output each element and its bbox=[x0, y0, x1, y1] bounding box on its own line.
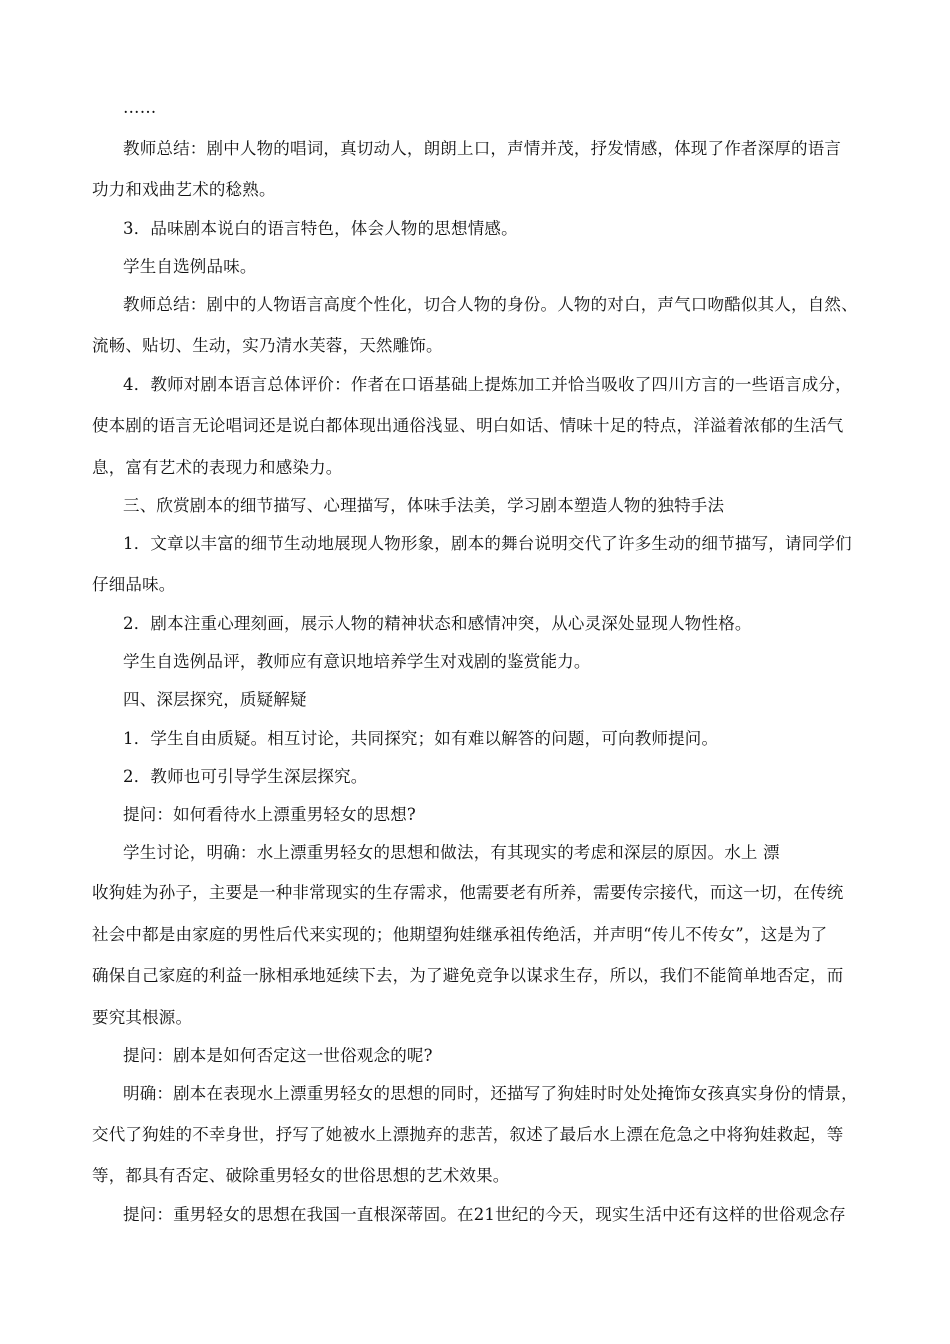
text-line: 2．教师也可引导学生深层探究。 bbox=[123, 767, 368, 786]
text-line: 息，富有艺术的表现力和感染力。 bbox=[92, 458, 343, 477]
section-heading: 三、欣赏剧本的细节描写、心理描写，体味手法美，学习剧本塑造人物的独特手法 bbox=[123, 496, 725, 515]
text-line: 要究其根源。 bbox=[92, 1008, 193, 1027]
text-line: 1．学生自由质疑。相互讨论，共同探究；如有难以解答的问题，可向教师提问。 bbox=[123, 729, 719, 748]
text-line: 学生自选例品味。 bbox=[123, 257, 257, 276]
text-line: …… bbox=[123, 98, 157, 117]
text-line: 功力和戏曲艺术的稔熟。 bbox=[92, 180, 276, 199]
text-line: 确保自己家庭的利益一脉相承地延续下去，为了避免竞争以谋求生存，所以，我们不能简单地否定，而 bbox=[92, 966, 844, 985]
text-line: 提问：如何看待水上漂重男轻女的思想? bbox=[123, 805, 416, 824]
text-line: 社会中都是由家庭的男性后代来实现的；他期望狗娃继承祖传绝活，并声明“传儿不传女”，这是为了 bbox=[92, 925, 828, 944]
text-line: 3．品味剧本说白的语言特色，体会人物的思想情感。 bbox=[123, 219, 518, 238]
text-line: 等，都具有否定、破除重男轻女的世俗思想的艺术效果。 bbox=[92, 1166, 510, 1185]
text-line: 4．教师对剧本语言总体评价：作者在口语基础上提炼加工并恰当吸收了四川方言的一些语言成分， bbox=[123, 375, 852, 394]
text-line: 学生讨论，明确：水上漂重男轻女的思想和做法，有其现实的考虑和深层的原因。水上 漂 bbox=[123, 843, 780, 862]
text-line: 提问：重男轻女的思想在我国一直根深蒂固。在21世纪的今天，现实生活中还有这样的世俗观念存 bbox=[123, 1205, 846, 1224]
text-line: 教师总结：剧中人物的唱词，真切动人，朗朗上口，声情并茂，抒发情感，体现了作者深厚的语言 bbox=[123, 139, 842, 158]
text-line: 明确：剧本在表现水上漂重男轻女的思想的同时，还描写了狗娃时时处处掩饰女孩真实身份的情景， bbox=[123, 1084, 858, 1103]
text-line: 学生自选例品评，教师应有意识地培养学生对戏剧的鉴赏能力。 bbox=[123, 652, 591, 671]
text-line: 教师总结：剧中的人物语言高度个性化，切合人物的身份。人物的对白，声气口吻酷似其人，自然、 bbox=[123, 295, 858, 314]
text-line: 收狗娃为孙子，主要是一种非常现实的生存需求，他需要老有所养，需要传宗接代，而这一切，在传统 bbox=[92, 883, 844, 902]
text-line: 1．文章以丰富的细节生动地展现人物形象，剧本的舞台说明交代了许多生动的细节描写，请同学们 bbox=[123, 534, 852, 553]
text-line: 仔细品味。 bbox=[92, 575, 176, 594]
text-line: 交代了狗娃的不幸身世，抒写了她被水上漂抛弃的悲苦，叙述了最后水上漂在危急之中将狗娃救起，等 bbox=[92, 1125, 844, 1144]
text-line: 使本剧的语言无论唱词还是说白都体现出通俗浅显、明白如话、情味十足的特点，洋溢着浓郁的生活气 bbox=[92, 416, 844, 435]
text-line: 流畅、贴切、生动，实乃清水芙蓉，天然雕饰。 bbox=[92, 336, 443, 355]
text-line: 提问：剧本是如何否定这一世俗观念的呢? bbox=[123, 1046, 433, 1065]
section-heading: 四、深层探究，质疑解疑 bbox=[123, 690, 307, 709]
text-line: 2．剧本注重心理刻画，展示人物的精神状态和感情冲突，从心灵深处显现人物性格。 bbox=[123, 614, 752, 633]
